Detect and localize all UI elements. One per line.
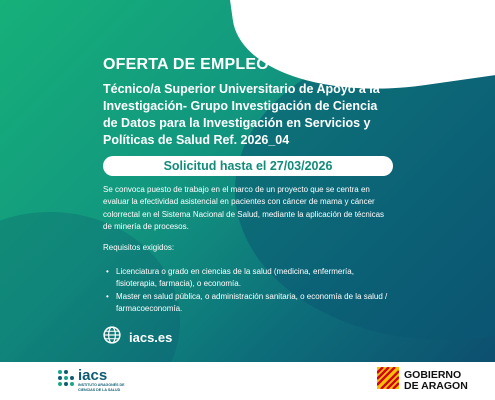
requirements-list: [103, 266, 393, 316]
offer-description: Se convoca puesto de trabajo en el marco de un proyecto que se centra en evaluar la efectividad asistencial en pacientes con cáncer de mama y cáncer colorrectal en el Sistema Nacional de Salud, mediante la aplicación de técnicas de minería de procesos.: [103, 185, 385, 231]
iacs-logo: [57, 369, 126, 392]
requirement-text: Licenciatura o grado en ciencias de la salud (medicina, enfermería, fisioterapia, farmacia), o economía.: [116, 267, 354, 288]
globe-icon: [103, 326, 121, 349]
website-link[interactable]: [103, 326, 172, 349]
gobierno-line1: GOBIERNO: [404, 368, 462, 381]
requirements-title: Requisitos exigidos:: [103, 243, 175, 252]
gobierno-text: [404, 370, 468, 392]
deadline-text: Solicitud hasta el 27/03/2026: [163, 159, 333, 173]
offer-title: OFERTA DE EMPLEO: [103, 56, 269, 73]
iacs-logo-text: [78, 369, 126, 391]
deadline-badge: [103, 156, 393, 176]
bullet-icon: •: [106, 292, 109, 301]
gobierno-aragon-logo: [377, 367, 468, 394]
list-item: [103, 266, 393, 289]
bullet-icon: •: [106, 267, 109, 276]
requirement-text: Master en salud pública, o administración sanitaria, o economía de la salud / farmacoeconomía.: [116, 292, 388, 313]
position-title: Técnico/a Superior Universitario de Apoyo a la Investigación- Grupo Investigación de Ciencia de Datos para la Investigación en Servicios y Políticas de Salud Ref. 2026_04: [103, 82, 380, 147]
aragon-flag-icon: [377, 367, 399, 394]
list-item: [103, 291, 393, 314]
website-label: iacs.es: [129, 330, 173, 345]
iacs-logo-icon: [57, 369, 75, 392]
iacs-name: iacs: [78, 367, 108, 385]
iacs-fullname: INSTITUTO ARAGONÉS DE CIENCIAS DE LA SALUD: [78, 383, 125, 392]
gobierno-line2: DE ARAGON: [404, 379, 468, 392]
